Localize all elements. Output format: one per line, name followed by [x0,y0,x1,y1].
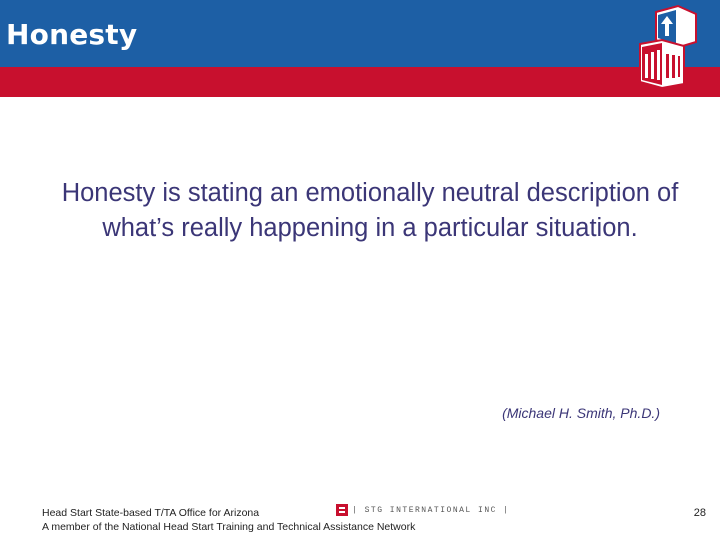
slide-title: Honesty [6,18,138,51]
page-number: 28 [693,507,706,519]
partner-logo [336,503,510,517]
honesty-definition: Honesty is stating an emotionally neutral description of what’s really happening in a particular situation. [61,179,679,242]
head-start-blocks-logo-icon [636,2,702,90]
footer-office: Head Start State-based T/TA Office for Arizona [42,507,260,519]
citation: (Michael H. Smith, Ph.D.) [502,405,660,421]
footer-network: A member of the National Head Start Training and Technical Assistance Network [42,521,416,533]
header-stripe [0,67,720,97]
partner-name: | STG INTERNATIONAL INC | [352,505,510,515]
stg-logo-icon [336,504,348,516]
